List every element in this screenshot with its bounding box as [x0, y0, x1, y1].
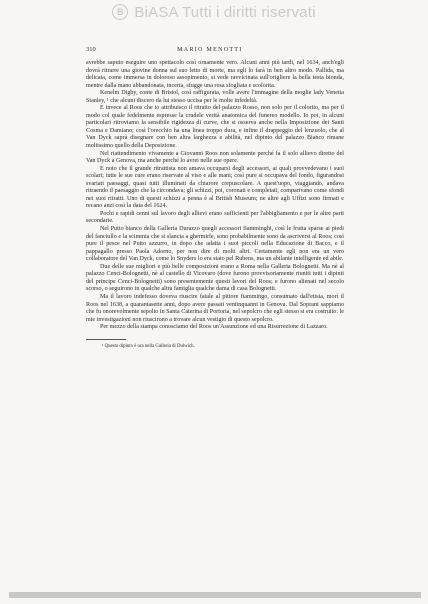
page-header [86, 46, 344, 54]
paragraph: Nel riattendimento vivamente a Giovanni Roos non solamente perché fa il solo allievo diretto del Van Dyck a Genova, ma anche perché lo avrei nelle sue opere. [86, 150, 344, 165]
paragraph: Ma il lavoro indefesso doveva riuscire fatale al pittore fiammingo, consumato dall'etisia, morì il Roos nel 1638, a quarantasette anni, dopo avere passati ventinquanni in Genova. Dal Soprani sappiamo che fu onorevolmente sepolto in Santa Caterina di Portoria, nel sepolcro che egli stesso si era costruito: le mie investigazioni non riuscirono a trovare alcun vestigio di questo sepolcro. [86, 293, 344, 323]
footnote: ¹ Questo dipinto è ora nella Galleria di Dulwich. [86, 344, 344, 350]
biasa-logo-icon: B [112, 4, 128, 20]
document-page [86, 46, 344, 586]
page-edge [9, 592, 421, 598]
paragraph: Pochi e rapidi cenni sul lavoro degli allievi erano sufficienti per l'abbigliamento e per le altre parti secondarie. [86, 210, 344, 225]
paragraph: E invece al Roos che io attribuisco il ritratto del palazzo Rosso, non solo per il colorito, ma per il modo col quale fedelmente espresse la crudele verità anatomica del funereo modello. Io poi, in alcuni particolari ritroviamo la sensibile rigidezza di curve, che si osserva anche nella Imposizione dei Santi Cosma e Damiano; così l'orecchio ha una linea troppo dura, e infine il drappeggio del lenzuolo, che al Van Dyck saprà disegnare con ben altra larghezza e abilità, nel dipinto del palazzo Bianco rimane moltissimo quello della Deposizione. [86, 105, 344, 150]
page-number: 310 [86, 46, 96, 53]
paragraph: Due delle sue migliori e più belle composizioni erano a Roma nella Galleria Bolognetti. Ma nè al palazzo Cenci-Bolognetti, nè al castello di Vicovaro (dove furono provvisoriamente riuniti tutti i dipinti del principe Cenci-Bolognetti) sono presentemente questi lavori del Roos; e furono alienati nel secolo scorso, o seguirono in qualche altra famiglia qualche dama di casa Bolognetti. [86, 263, 344, 293]
running-title: MARIO MENOTTI [177, 47, 243, 53]
paragraph: Nel Putto bianco della Galleria Durazzo quegli accessori fiamminghi, così le frutta sparse ai piedi del fanciullo e la scimmia che si slancia a ghermirle, sono probabilmente sono da ascriversi al Roos; così pure il pesce nel Putto azzurro, in dopo che adatta i suoi piccoli nella Educazione di Bacco, e il pappagallo presso Paola Adorno, per non dire di molti altri. Certamente egli non era un vero collaboratore del Van Dyck, come lo Snyders lo era stato pel Rubens, ma un abilante intelligente ed abile. [86, 226, 344, 263]
paragraph: avrebbe saputo eseguire uno spettacolo così ornamente vero. Alcuni anni più tardi, nel 1634, anch'egli dovrà ritrarre una giovine donna sul suo letto di morte, ma egli lo farà in ben altro modo. Pallida, ma delicata, come immersa in doloroso assopimento, si vede ravvicinata sull'origliere la bella testa bionda, mentre dalla mano abbandonata, incerta, sfugge una rosa sfogliata e scolorita. [86, 60, 344, 89]
watermark [0, 0, 428, 24]
paragraph: Per mezzo della stampa conosciamo del Roos un'Assunzione ed una Risurrezione di Lazzaro. [100, 324, 328, 331]
paragraph: E noto che il grande ritrattista non amava occuparsi degli accessori, ai quali provvedevano i suoi scolari; tutte le sue cure erano riservate al viso e alle mani; così pure si occupava del fondo, figurandosi svariati paesaggi, quasi tutti illuminati da chiarore crepuscolare. A quest'uopo, viaggiando, andava ritraendo il paesaggio che la circondava; gli schizzi, poi, coronati e completati, comparivano come sfondi nei suoi ritratti. Uno di questi schizzi a penna è al British Museum; ne altre agli Uffizi sono firmati e recano anzi così la data del 1624. [86, 165, 344, 210]
watermark-text: BiASA Tutti i diritti riservati [134, 3, 316, 21]
paragraph: Kenelm Digby, conte di Bristol, così raffigurata, volle avere l'immagine della moglie lady Venetia Stanley, ¹ che alcuni discero da lui stesso uccisa per le molte infedeltà. [86, 90, 344, 104]
